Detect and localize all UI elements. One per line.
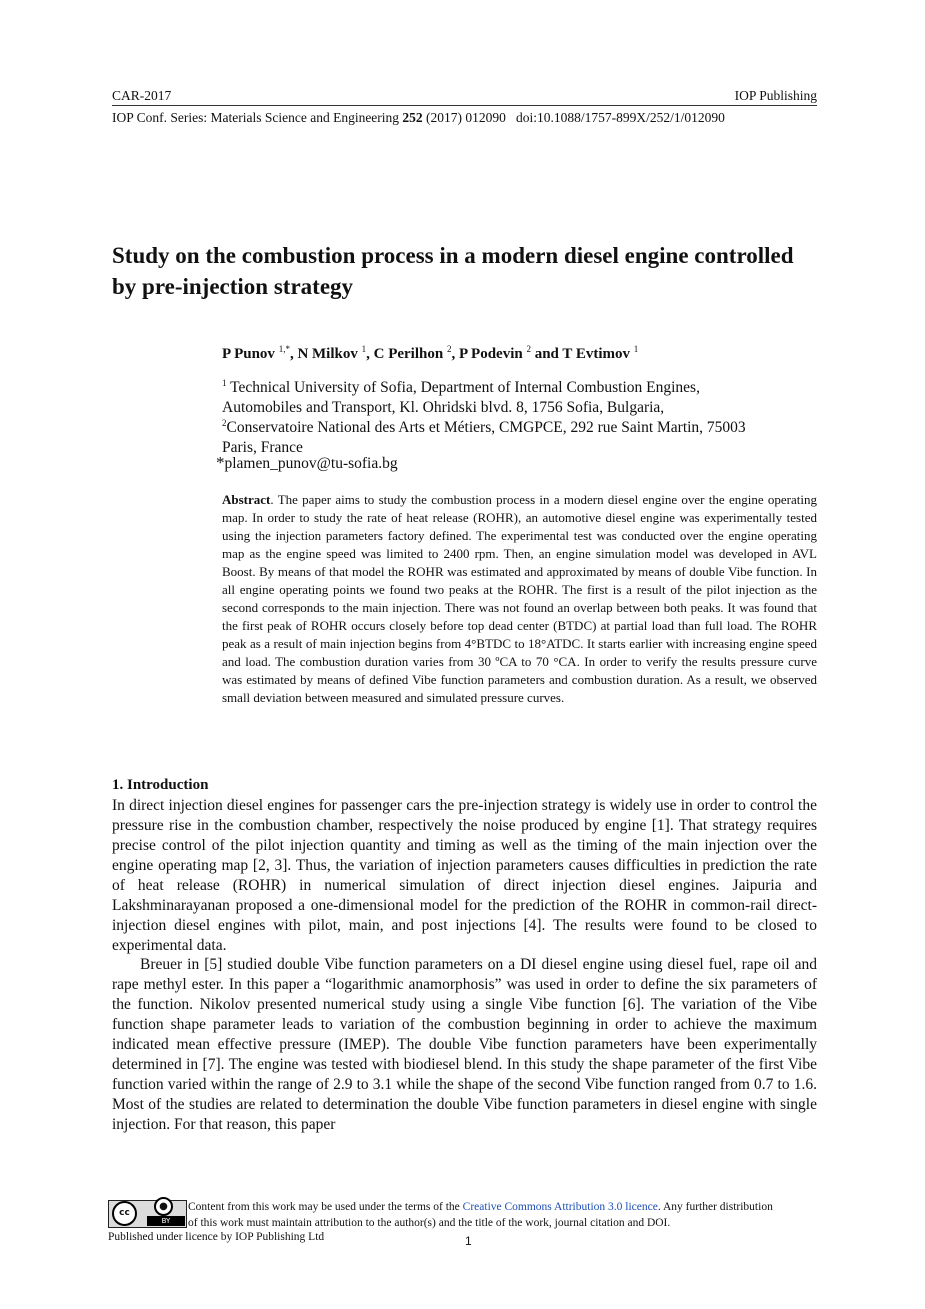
affiliation-1 [222, 373, 822, 418]
author-name: P Punov [222, 346, 275, 362]
corresponding-email [216, 453, 816, 474]
affiliation-mark: 2 [222, 418, 227, 428]
abstract [222, 491, 817, 707]
author-affil-mark: 1 [633, 344, 639, 354]
author-name: C Perilhon [373, 346, 444, 362]
author-name: T Evtimov [562, 346, 631, 362]
published-under: Published under licence by IOP Publishing Ltd [108, 1231, 325, 1243]
author-affil-mark: 1,* [278, 344, 290, 354]
intro-paragraph-2: Breuer in [5] studied double Vibe function parameters on a DI diesel engine using diesel fuel, rape oil and rape methyl ester. In this paper a “logarithmic anamorphosis” was used in order to define the six parameters of the function. Nikolov presented numerical study using a single Vibe function [6]. The variation of the Vibe function shape parameter leads to variation of the combustion beginning in order to achieve the maximum indicated mean effective pressure (IMEP). The double Vibe function parameters have been experimentally determined in [7]. The engine was tested with biodiesel blend. In this study the shape parameter of the first Vibe function varied within the range of 2.9 to 3.1 while the shape of the second Vibe function ranged from 0.7 to 1.6. Most of the studies are related to determination the double Vibe function parameters in diesel engine with single injection. For that reason, this paper [112, 956, 817, 1133]
abstract-label: Abstract [222, 492, 271, 507]
publisher-name: IOP Publishing [734, 88, 817, 103]
page-number: 1 [465, 1234, 472, 1248]
author-affil-mark: 1 [361, 344, 367, 354]
paper-title: Study on the combustion process in a modern diesel engine controlled by pre-injection strategy [112, 243, 794, 299]
by-icon: BY [147, 1216, 185, 1226]
author-separator: , [451, 346, 459, 362]
license-link[interactable]: Creative Commons Attribution 3.0 licence [462, 1201, 658, 1213]
year-issue: (2017) 012090 [426, 110, 506, 125]
section-heading: 1. Introduction [112, 777, 209, 793]
author-list [222, 344, 638, 363]
cc-icon: cc [112, 1201, 137, 1226]
affiliation-line: Conservatoire National des Arts et Métiers, CMGPCE, 292 rue Saint Martin, 75003 [226, 419, 746, 436]
intro-paragraph-1: In direct injection diesel engines for passenger cars the pre-injection strategy is widely use in order to control the pressure rise in the combustion chamber, respectively the noise produced by engine [1]. That strategy requires precise control of the pilot injection quantity and timing as well as the timing of the main injection over the engine operating map [2, 3]. Thus, the variation of injection parameters causes difficulties in prediction the rate of heat release (ROHR) in numerical simulation of direct injection diesel engines. Jaipuria and Lakshminarayanan proposed a one-dimensional model for the prediction of the ROHR in common-rail direct-injection diesel engines with pilot, main, and post injections [4]. The results were found to be closed to experimental data. [112, 797, 817, 954]
volume: 252 [402, 110, 423, 125]
author-separator: and [530, 346, 563, 362]
author-name: N Milkov [297, 346, 358, 362]
author-name: P Podevin [458, 346, 523, 362]
author-separator: , [289, 346, 298, 362]
license-text: Content from this work may be used under the terms of the [188, 1201, 460, 1213]
author-affil-mark: 2 [526, 344, 531, 354]
license-text: of this work must maintain attribution to the author(s) and the title of the work, journal citation and DOI. [188, 1217, 671, 1229]
author-affil-mark: 2 [446, 344, 452, 354]
license-text: . Any further distribution [657, 1201, 773, 1213]
affiliation-line: Technical University of Sofia, Department of Internal Combustion Engines, [230, 379, 700, 396]
affiliation-2 [222, 413, 822, 458]
series-name: IOP Conf. Series: Materials Science and Engineering [112, 110, 400, 125]
header-rule [112, 105, 817, 106]
author-separator: , [366, 346, 374, 362]
journal-citation [112, 110, 725, 126]
license-notice [188, 1199, 818, 1231]
email-mark: * [216, 453, 225, 472]
cc-by-license-badge[interactable] [108, 1200, 187, 1228]
affiliation-line: Paris, France [222, 439, 303, 456]
abstract-text: . The paper aims to study the combustion process in a modern diesel engine over the engine operating map. In order to study the rate of heat release (ROHR), an automotive diesel engine was experimentally tested using the injection parameters factory defined. The experimental test was conducted over the engine operating map as the engine speed was limited to 2400 rpm. Then, an engine simulation model was developed in AVL Boost. By means of that model the ROHR was estimated and approximated by means of double Vibe function. In all engine operating points we found two peaks at the ROHR. The first is a result of the pilot injection as the second corresponds to the main injection. There was not found an overlap between both peaks. It was found that the first peak of ROHR occurs closely before top dead center (BTDC) at partial load than full load. The ROHR peak as a result of main injection begins from 4°BTDC to 18°ATDC. It starts earlier with increasing engine speed and load. The combustion duration varies from 30 ºCA to 70 °CA. In order to verify the results pressure curve was estimated by means of defined Vibe function parameters and combustion duration. As a result, we observed small deviation between measured and simulated pressure curves. [222, 492, 817, 705]
affiliation-line: Automobiles and Transport, Kl. Ohridski blvd. 8, 1756 Sofia, Bulgaria, [222, 399, 665, 416]
conference-name: CAR-2017 [112, 88, 172, 103]
doi[interactable]: doi:10.1088/1757-899X/252/1/012090 [516, 110, 725, 125]
person-icon: ● [154, 1197, 173, 1216]
affiliation-mark: 1 [222, 378, 227, 388]
email-address[interactable]: plamen_punov@tu-sofia.bg [224, 455, 398, 472]
